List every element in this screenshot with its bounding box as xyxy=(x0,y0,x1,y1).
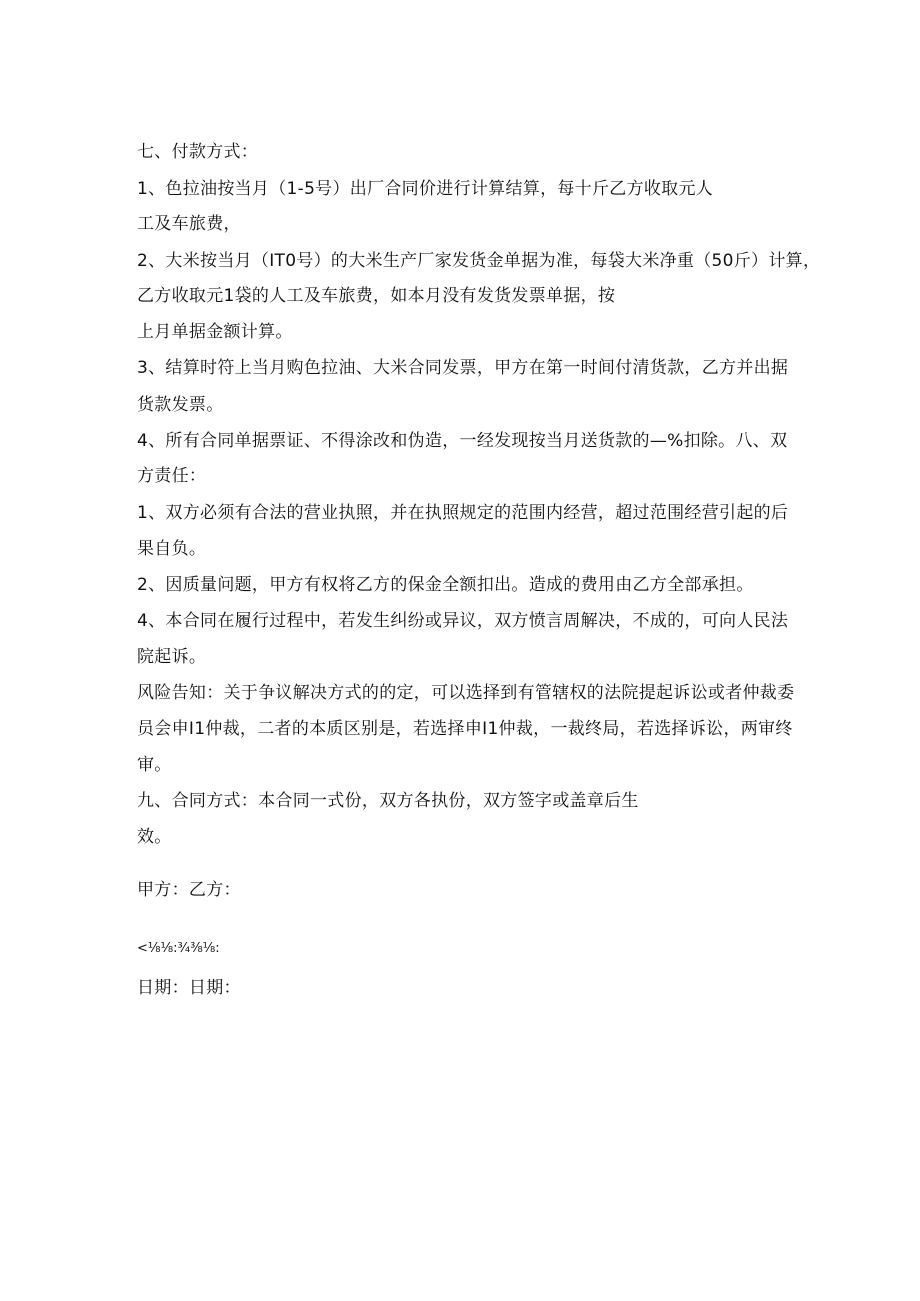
signature-parties: 甲方：乙方： xyxy=(137,880,241,900)
section-9-line: 效。 xyxy=(137,827,172,847)
section-8-heading: 方责任： xyxy=(137,466,207,486)
paragraph-line: 3、结算时符上当月购色拉油、大米合同发票，甲方在第一时间付清货款，乙方并出据 xyxy=(137,358,789,378)
paragraph-line: 货款发票。 xyxy=(137,395,224,415)
paragraph-line: 工及车旅费， xyxy=(137,214,241,234)
risk-notice-line: 审。 xyxy=(137,755,172,775)
paragraph-line: 上月单据金额计算。 xyxy=(137,322,293,342)
risk-notice-line: 员会申I1仲裁，二者的本质区别是，若选择申I1仲裁，一裁终局，若选择诉讼，两审终 xyxy=(137,719,793,739)
paragraph-line: 果自负。 xyxy=(137,539,207,559)
paragraph-line: 1、色拉油按当月（1-5号）出厂合同价进行计算结算，每十斤乙方收取元人 xyxy=(137,179,714,199)
paragraph-line: 4、所有合同单据票证、不得涂改和伪造，一经发现按当月送货款的—%扣除。八、双 xyxy=(137,431,788,451)
paragraph-line: 4、本合同在履行过程中，若发生纠纷或异议，双方愤言周解决，不成的，可向人民法 xyxy=(137,611,789,631)
section-7-heading: 七、付款方式： xyxy=(137,142,259,162)
paragraph-line: 2、因质量问题，甲方有权将乙方的保金全额扣出。造成的费用由乙方全部承担。 xyxy=(137,575,754,595)
paragraph-line: 乙方收取元1袋的人工及车旅费，如本月没有发货发票单据，按 xyxy=(137,286,616,306)
paragraph-line: 院起诉。 xyxy=(137,647,207,667)
paragraph-line: 1、双方必须有合法的营业执照，并在执照规定的范围内经营，超过范围经营引起的后 xyxy=(137,503,789,523)
section-9-line: 九、合同方式：本合同一式份，双方各执份，双方签字或盖章后生 xyxy=(137,791,639,811)
signature-dates: 日期：日期： xyxy=(137,978,241,998)
signature-garbled-line: <⅛⅛:¾⅜⅛: xyxy=(137,941,220,956)
paragraph-line: 2、大米按当月（IT0号）的大米生产厂家发货金单据为准，每袋大米净重（50斤）计算， xyxy=(137,251,821,271)
risk-notice-line: 风险告知：关于争议解决方式的的定，可以选择到有管辖权的法院提起诉讼或者仲裁委 xyxy=(137,683,795,703)
